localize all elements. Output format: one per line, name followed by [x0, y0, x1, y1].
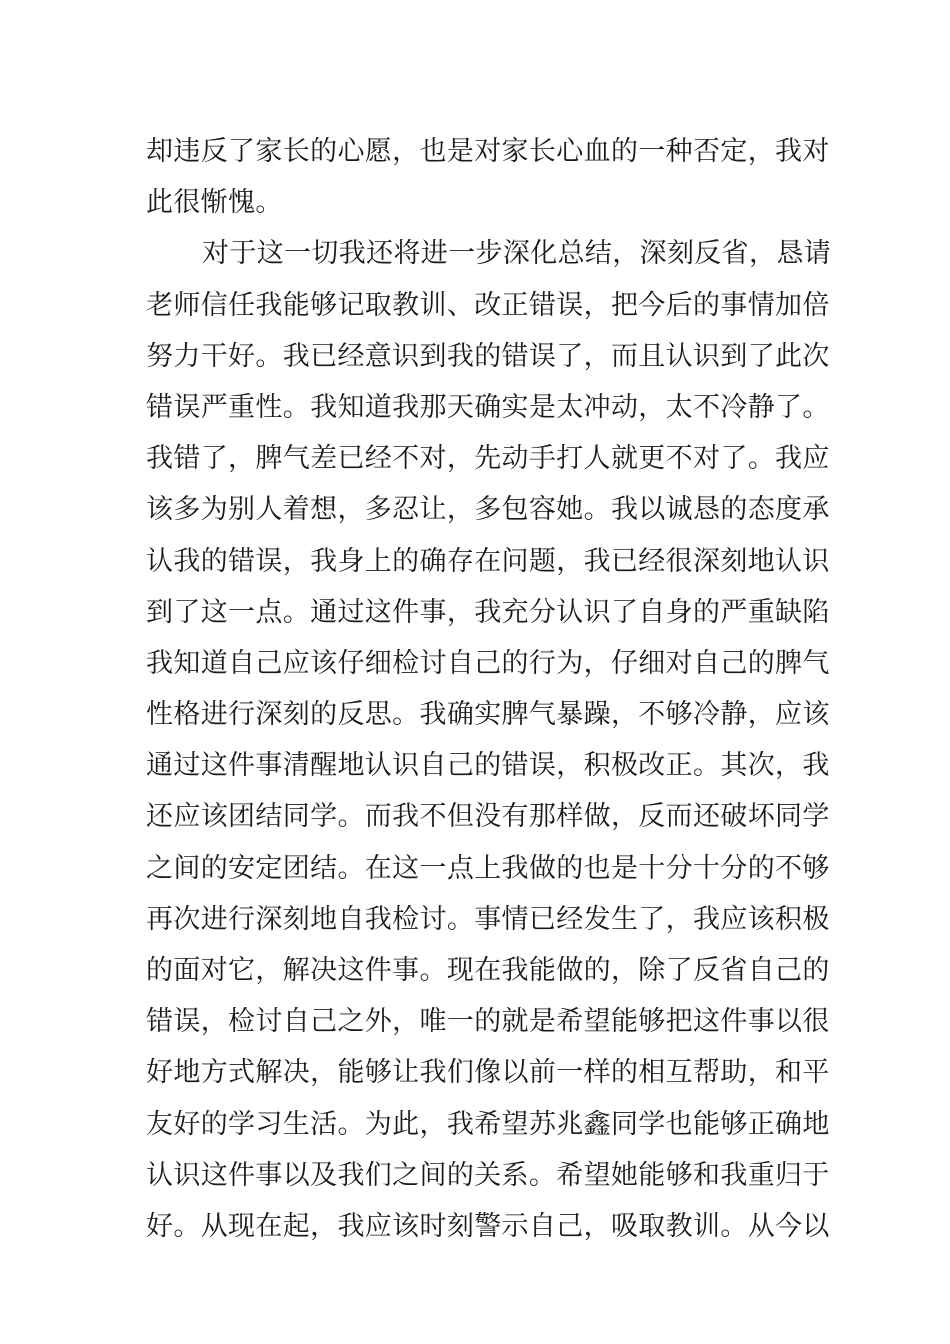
text-line: 努力干好。我已经意识到我的错误了，而且认识到了此次: [146, 340, 830, 372]
text-line: 我知道自己应该仔细检讨自己的行为，仔细对自己的脾气: [146, 647, 830, 679]
paragraph-start-line: 对于这一切我还将进一步深化总结，深刻反省，恳请: [202, 238, 832, 270]
text-line: 此很惭愧。: [146, 187, 283, 219]
text-line: 却违反了家长的心愿，也是对家长心血的一种否定，我对: [146, 136, 830, 167]
text-line: 老师信任我能够记取教训、改正错误，把今后的事情加倍: [146, 289, 830, 321]
text-line: 错误，检讨自己之外，唯一的就是希望能够把这件事以很: [146, 1006, 830, 1038]
text-line: 到了这一点。通过这件事，我充分认识了自身的严重缺陷: [146, 596, 830, 628]
text-line: 之间的安定团结。在这一点上我做的也是十分十分的不够: [146, 852, 830, 884]
text-line: 再次进行深刻地自我检讨。事情已经发生了，我应该积极: [146, 903, 830, 935]
text-line: 的面对它，解决这件事。现在我能做的，除了反省自己的: [146, 955, 830, 986]
text-line: 我错了，脾气差已经不对，先动手打人就更不对了。我应: [146, 443, 830, 475]
text-line: 好。从现在起，我应该时刻警示自己，吸取教训。从今以: [146, 1210, 830, 1242]
body-text: [146, 126, 832, 1252]
text-line: 错误严重性。我知道我那天确实是太冲动，太不冷静了。: [146, 391, 830, 423]
text-line: 友好的学习生活。为此，我希望苏兆鑫同学也能够正确地: [146, 1108, 830, 1140]
text-line: 性格进行深刻的反思。我确实脾气暴躁，不够冷静，应该: [146, 699, 830, 731]
text-line: 认我的错误，我身上的确存在问题，我已经很深刻地认识: [146, 545, 830, 577]
text-line: 好地方式解决，能够让我们像以前一样的相互帮助，和平: [146, 1057, 830, 1089]
text-line: 通过这件事清醒地认识自己的错误，积极改正。其次，我: [146, 750, 830, 782]
text-line: 还应该团结同学。而我不但没有那样做，反而还破坏同学: [146, 801, 830, 833]
text-line: 认识这件事以及我们之间的关系。希望她能够和我重归于: [146, 1159, 830, 1191]
text-line: 该多为别人着想，多忍让，多包容她。我以诚恳的态度承: [146, 494, 830, 526]
